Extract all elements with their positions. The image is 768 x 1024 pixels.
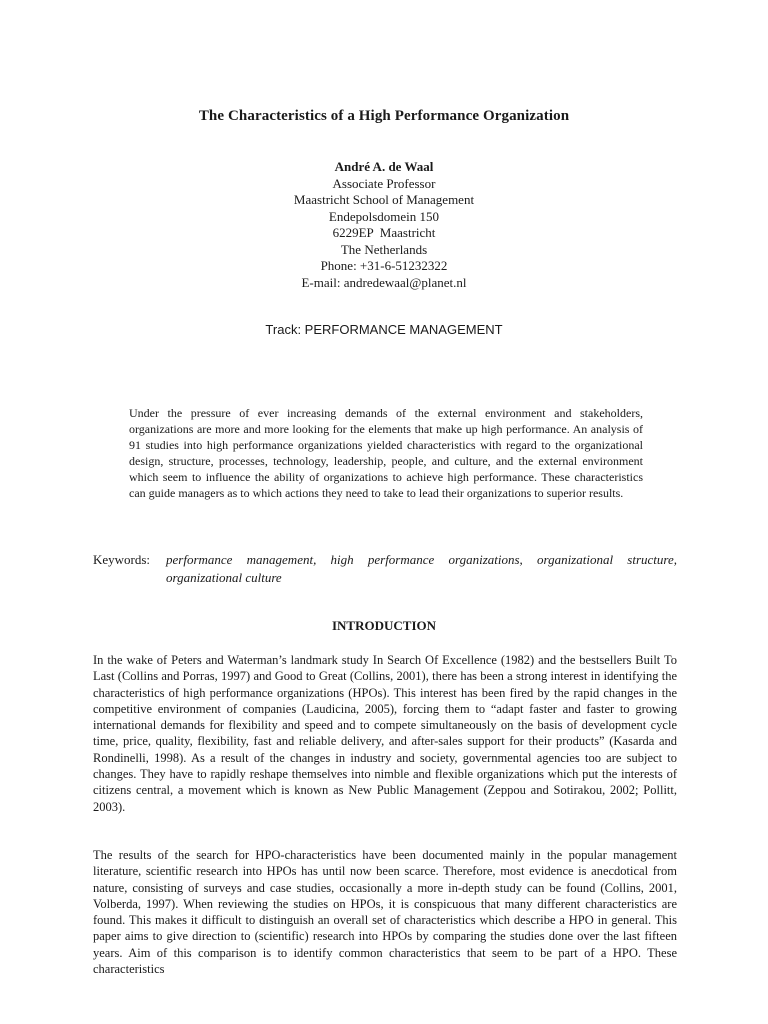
keywords-text: performance management, high performance organizations, organizational structure, organizational culture: [166, 552, 677, 585]
section-heading-introduction: INTRODUCTION: [331, 618, 436, 633]
paper-title: The Characteristics of a High Performance Organization: [198, 108, 570, 124]
keywords-block: [93, 551, 677, 587]
author-email: E-mail: andredewaal@planet.nl: [301, 274, 467, 290]
author-block: [0, 159, 768, 291]
keywords-label: Keywords:: [93, 552, 151, 567]
author-position: Associate Professor: [332, 175, 436, 191]
author-street: Endepolsdomein 150: [328, 208, 440, 224]
author-postal: 6229EP Maastricht: [332, 225, 436, 240]
abstract: Under the pressure of ever increasing demands of the external environment and stakeholders, organizations are more and more looking for the elements that make up high performance. An analysis of 91 studies into high performance organizations yielded characteristics with regard to the organizational design, structure, processes, technology, leadership, people, and culture, and the external environment which seem to influence the ability of organizations to achieve high performance. These characteristics can guide managers as to which actions they need to take to lead their organizations to superior results.: [129, 406, 643, 500]
body-paragraph: The results of the search for HPO-characteristics have been documented mainly in the popular management literature, scientific research into HPOs has until now been scarce. Therefore, most evidence is anecdotical from nature, consisting of surveys and case studies, occasionally a more in-depth study can be found (Collins, 2001, Volberda, 1997). When reviewing the studies on HPOs, it is conspicuous that many different characteristics are found. This makes it difficult to distinguish an overall set of characteristics which describe a HPO in general. This paper aims to give direction to (scientific) research into HPOs by comparing the studies done over the last fifteen years. Aim of this comparison is to identify common characteristics that seem to be part of a HPO. These characteristics: [93, 848, 677, 977]
author-country: The Netherlands: [340, 241, 428, 257]
body-paragraph: In the wake of Peters and Waterman’s landmark study In Search Of Excellence (1982) and the bestsellers Built To Last (Collins and Porras, 1997) and Good to Great (Collins, 2001), there has been a strong interest in identifying the characteristics of high performance organizations (HPOs). This interest has been fired by the rapid changes in the competitive environment of companies (Laudicina, 2005), forcing them to “adapt faster and faster to growing international demands for flexibility and speed and to compete simultaneously on the basis of development cycle time, price, quality, flexibility, fast and reliable delivery, and after-sales support for their products” (Kasarda and Rondinelli, 1998). As a result of the changes in industry and society, governmental agencies too are subject to changes. They have to rapidly reshape themselves into nimble and flexible organizations which put the interests of citizens central, a movement which is known as New Public Management (Zeppou and Sotirakou, 2002; Pollitt, 2003).: [93, 653, 677, 814]
author-institution: Maastricht School of Management: [293, 192, 475, 207]
track-line: Track: PERFORMANCE MANAGEMENT: [265, 322, 503, 337]
author-phone: Phone: +31-6-51232322: [320, 258, 448, 273]
author-name: André A. de Waal: [334, 159, 434, 174]
